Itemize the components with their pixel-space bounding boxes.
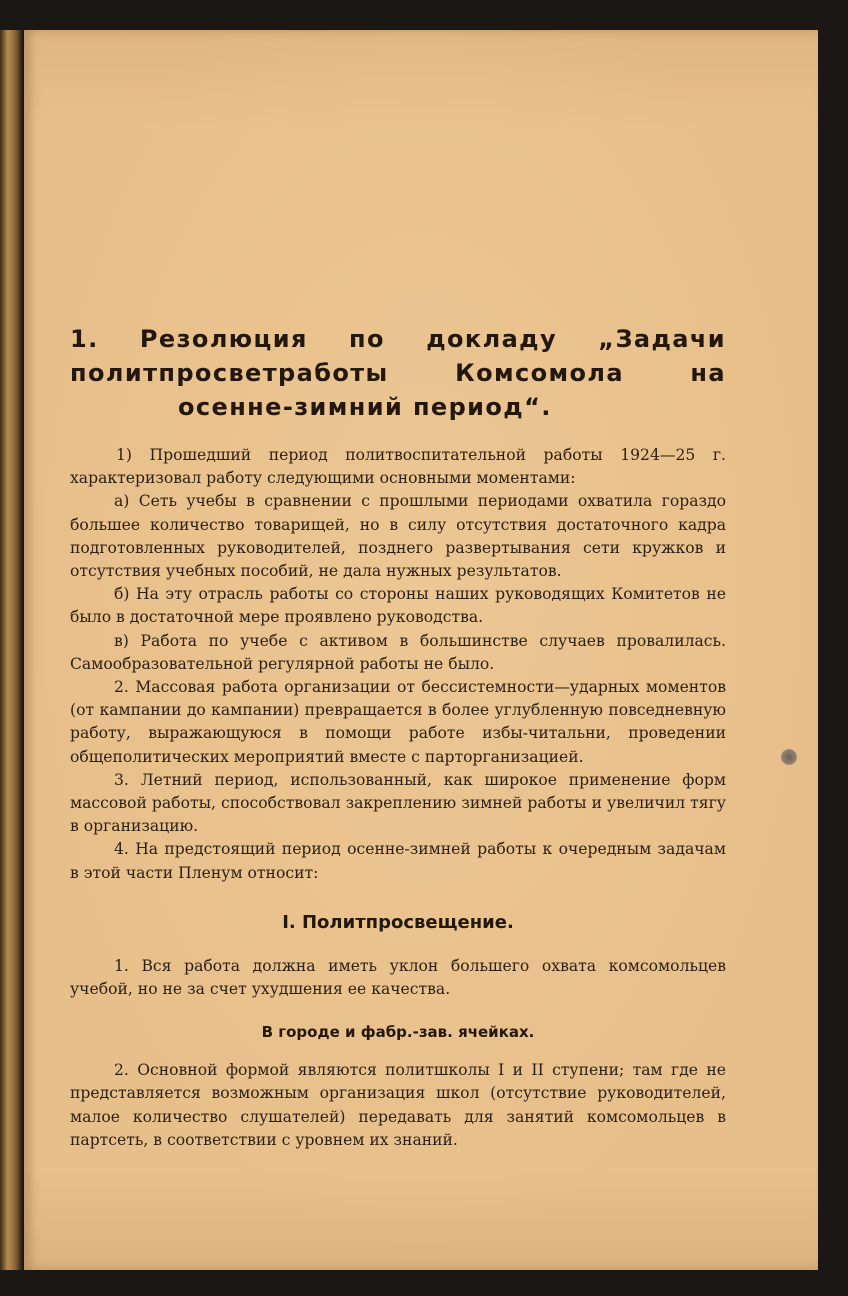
paragraph-1: 1) Прошедший период политвоспитательной работы 1924—25 г. характеризовал работу следующими основными моментами: xyxy=(70,446,726,488)
paragraph-4: 4. На предстоящий период осенне-зимней работы к очередным задачам в этой части Пленум относит: xyxy=(70,840,726,882)
title-line: осенне-зимний период“. xyxy=(178,393,552,421)
paper-hole xyxy=(781,749,797,765)
page-content xyxy=(70,322,726,1152)
section-heading: I. Политпросвещение. xyxy=(282,911,514,933)
paragraph-3: 3. Летний период, использованный, как широкое применение форм массовой работы, способствовал закреплению зимней работы и увеличил тягу в организацию. xyxy=(70,770,726,836)
previous-page-edge xyxy=(0,30,22,1270)
sub-heading: В городе и фабр.-зав. ячейках. xyxy=(261,1023,535,1042)
paragraph-1v: в) Работа по учебе с активом в большинстве случаев провалилась. Самообразовательной регулярной работы не было. xyxy=(70,631,726,673)
paragraph-2: 2. Массовая работа организации от бессистемности—ударных моментов (от кампании до кампании) превращается в более углубленную повседневную работу, выражающуюся в помощи работе избы-читальни, проведении общеполитических мероприятий вместе с парторганизацией. xyxy=(70,678,726,766)
resolution-title xyxy=(70,322,726,424)
paragraph-1a: а) Сеть учебы в сравнении с прошлыми периодами охватила гораздо большее количество товарищей, но в силу отсутствия достаточного кадра подготовленных руководителей, позднего развертывания сети кружков и отсутствия учебных пособий, не дала нужных результатов. xyxy=(70,492,726,581)
title-line: 1. Резолюция по докладу „Задачи xyxy=(70,325,726,353)
section-paragraph-1: 1. Вся работа должна иметь уклон большего охвата комсомольцев учебой, но не за счет ухудшения ее качества. xyxy=(70,956,726,999)
section-paragraph-2: 2. Основной формой являются политшколы I и II ступени; там где не представляется возможным организация школ (отсутствие руководителей, малое количество слушателей) передавать для занятий комсомольцев в партсеть, в соответствии с уровнем их знаний. xyxy=(70,1061,726,1149)
paragraph-1b: б) На эту отрасль работы со стороны наших руководящих Комитетов не было в достаточной мере проявлено руководства. xyxy=(70,585,726,627)
scan-border xyxy=(818,30,848,1270)
title-line: политпросветработы Комсомола на xyxy=(70,359,726,387)
